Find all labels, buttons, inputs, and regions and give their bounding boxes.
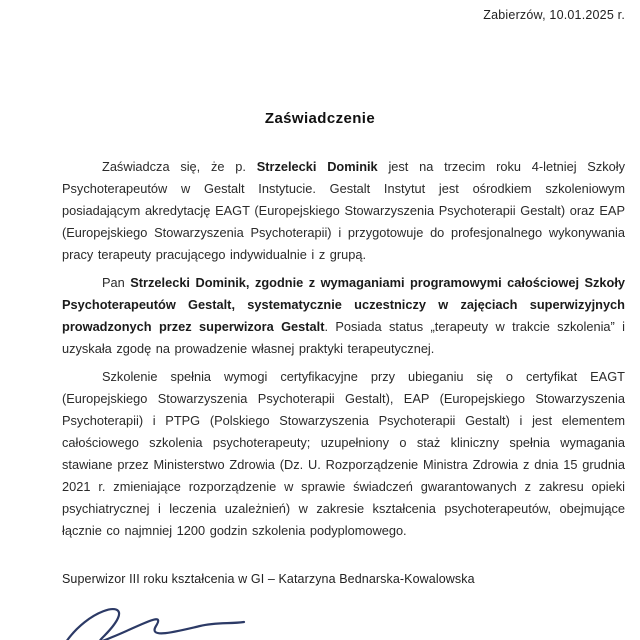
paragraph-3-text: Szkolenie spełnia wymogi certyfikacyjne przy ubieganiu się o certyfikat EAGT (Europejskiego Stowarzyszenia Psychoterapii Gestalt), EAP (Europejskiego Stowarzyszenia Psychoterapii) i PTPG (Polskiego Stowarzyszenia Psychoterapii Gestalt) i jest elementem całościowego szkolenia psychoterapeuty; uzupełniony o staż kliniczny spełnia wymagania stawiane przez Ministerstwo Zdrowia (Dz. U. Rozporządzenie Ministra Zdrowia z dnia 15 grudnia 2021 r. zmieniające rozporządzenie w sprawie świadczeń gwarantowanych z zakresu opieki psychiatrycznej i leczenia uzależnień) w zakresie kształcenia psychoterapeutów, obejmujące łącznie co najmniej 1200 godzin szkolenia podyplomowego. [62, 369, 625, 538]
date-place-line: Zabierzów, 10.01.2025 r. [483, 8, 625, 22]
document-body [62, 156, 625, 548]
paragraph-3 [62, 366, 625, 542]
handwritten-signature [48, 596, 258, 640]
paragraph-2-bold-statement: Strzelecki Dominik, zgodnie z wymaganiami programowymi całościowej Szkoły Psychoterapeutów Gestalt, systematycznie uczestniczy w zajęciach superwizyjnych prowadzonych przez superwizora Gestalt [62, 275, 625, 334]
document-title: Zaświadczenie [264, 110, 376, 128]
paragraph-2-text-cont: . Posiada status „terapeuty w trakcie szkolenia” i uzyskała zgodę na prowadzenie własnej praktyki terapeutycznej. [62, 319, 626, 356]
paragraph-1 [62, 156, 625, 266]
signature-stroke-1 [66, 609, 244, 640]
supervisor-signature-line: Superwizor III roku kształcenia w GI – Katarzyna Bednarska-Kowalowska [62, 572, 475, 586]
paragraph-1-text-cont: jest na trzecim roku 4-letniej Szkoły Psychoterapeutów w Gestalt Instytucie. Gestalt Instytut jest ośrodkiem szkoleniowym posiadającym akredytację EAGT (Europejskiego Stowarzyszenia Psychoterapii Gestalt) oraz EAP (Europejskiego Stowarzyszenia Psychoterapii) i przygotowuje do profesjonalnego wykonywania pracy terapeuty pracującego indywidualnie i z grupą. [62, 159, 625, 262]
paragraph-2 [62, 272, 625, 360]
paragraph-1-text: Zaświadcza się, że p. [102, 159, 257, 174]
person-name: Strzelecki Dominik [256, 159, 378, 174]
paragraph-2-text: Pan [102, 275, 131, 290]
